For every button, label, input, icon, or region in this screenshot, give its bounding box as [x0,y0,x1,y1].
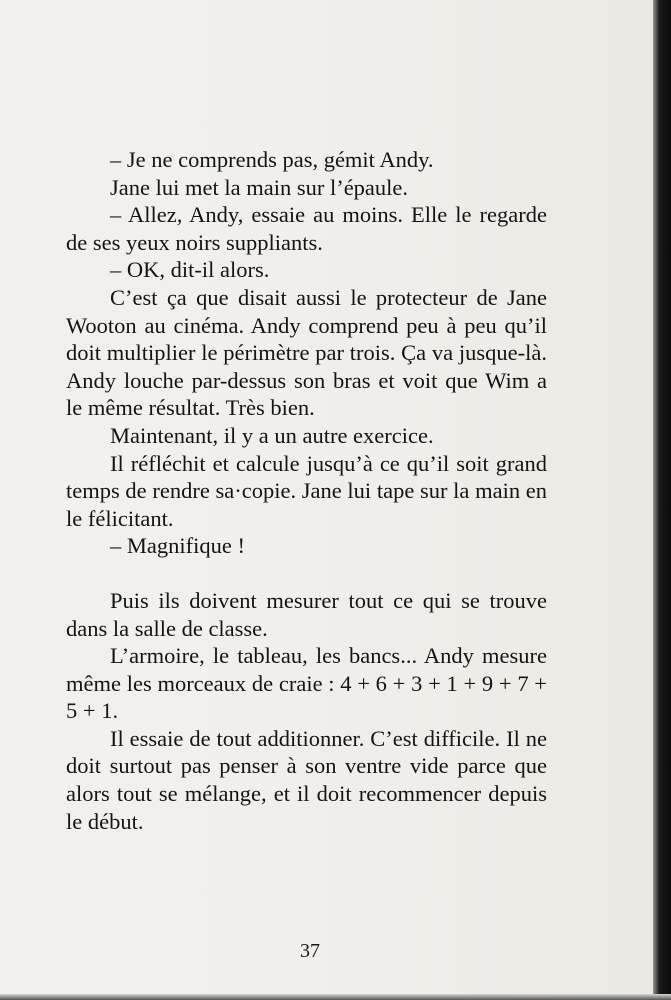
paragraph: – OK, dit-il alors. [110,257,270,283]
paragraph: Il réfléchit et calcule jusqu’à ce qu’il soit grand temps de rendre sa·copie. Jane lui tape sur la main en le félicitant. [66,450,547,531]
paragraph: – Allez, Andy, essaie au moins. Elle le regarde de ses yeux noirs suppliants. [66,202,547,255]
paragraph: Maintenant, il y a un autre exercice. [110,422,434,448]
paragraph: C’est ça que disait aussi le protecteur de Jane Wooton au cinéma. Andy comprend peu à peu qu’il doit multiplier le périmètre par trois. Ça va jusque-là. Andy louche par-dessus son bras et voit que Wim a le même résultat. Très bien. [66,284,547,421]
page-bottom-edge [0,994,671,1000]
page-number: 37 [300,940,320,962]
body-text [66,146,547,835]
paragraph: Il essaie de tout additionner. C’est difficile. Il ne doit surtout pas penser à son ventre vide parce que alors tout se mélange, et il doit recommencer depuis le début. [66,725,547,834]
paragraph: Jane lui met la main sur l’épaule. [110,174,409,200]
paragraph: – Magnifique ! [110,533,245,559]
paragraph: – Je ne comprends pas, gémit Andy. [110,147,434,172]
paragraph: L’armoire, le tableau, les bancs... Andy mesure même les morceaux de craie : 4 + 6 + 3 + 1 + 9 + 7 + 5 + 1. [66,643,547,724]
paragraph: Puis ils doivent mesurer tout ce qui se trouve dans la salle de classe. [66,587,547,641]
page-edge-shadow [653,0,671,1000]
section-break [66,560,547,587]
